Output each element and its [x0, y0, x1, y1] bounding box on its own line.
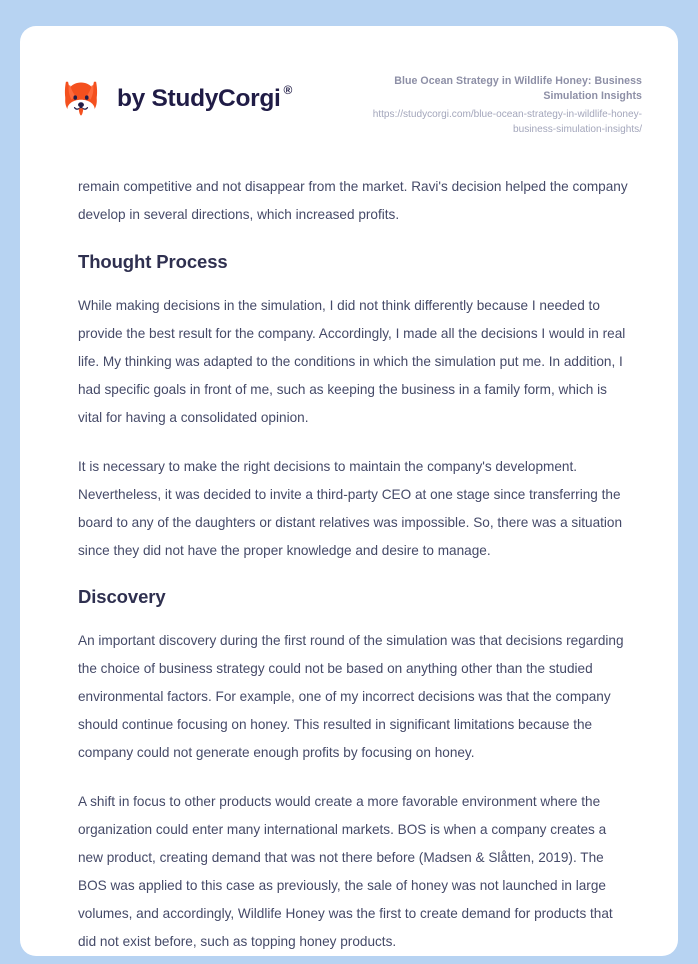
page-title: Blue Ocean Strategy in Wildlife Honey: Business Simulation Insights — [394, 75, 642, 103]
document-header — [20, 26, 678, 137]
registered-trademark-icon: ® — [283, 82, 293, 97]
intro-paragraph: remain competitive and not disappear from the market. Ravi's decision helped the company develop in several directions, which increased profits. — [78, 179, 628, 223]
brand-name-text: by StudyCorgi — [117, 84, 281, 112]
section-discovery — [78, 585, 631, 956]
source-url[interactable]: https://studycorgi.com/blue-ocean-strategy-in-wildlife-honey-business-simulation-insights/ — [372, 109, 642, 135]
paragraph: A shift in focus to other products would create a more favorable environment where the organization could enter many international markets. BOS is when a company creates a new product, creating demand that was not there before (Madsen & Slåtten, 2019). The BOS was applied to this case as previously, the sale of honey was not launched in large volumes, and accordingly, Wildlife Honey was the first to create demand for products that did not exist before, such as topping honey products. — [78, 794, 613, 950]
paragraph: While making decisions in the simulation, I did not think differently because I needed to provide the best result for the company. Accordingly, I made all the decisions I would in real life. My thinking was adapted to the conditions in which the simulation put me. In addition, I had specific goals in front of me, such as keeping the business in a family form, which is vital for having a consolidated opinion. — [78, 298, 626, 426]
section-heading: Thought Process — [78, 251, 228, 273]
document-body — [20, 173, 678, 956]
paragraph: It is necessary to make the right decisions to maintain the company's development. Nevertheless, it was decided to invite a third-party CEO at one stage since transferring the board to any of the daughters or distant relatives was impossible. So, there was a situation since they did not have the proper knowledge and desire to manage. — [78, 459, 623, 559]
section-thought-process — [78, 250, 631, 565]
paragraph: An important discovery during the first round of the simulation was that decisions regarding the choice of business strategy could not be based on anything other than the studied environmental factors. For example, one of my incorrect decisions was that the company should continue focusing on honey. This resulted in significant limitations because the company could not generate enough profits by focusing on honey. — [78, 633, 624, 761]
document-card — [20, 26, 678, 956]
header-meta — [342, 72, 642, 137]
brand-lockup — [58, 72, 292, 122]
brand-wordmark — [117, 82, 293, 112]
section-heading: Discovery — [78, 586, 166, 608]
corgi-logo-icon — [58, 76, 104, 122]
